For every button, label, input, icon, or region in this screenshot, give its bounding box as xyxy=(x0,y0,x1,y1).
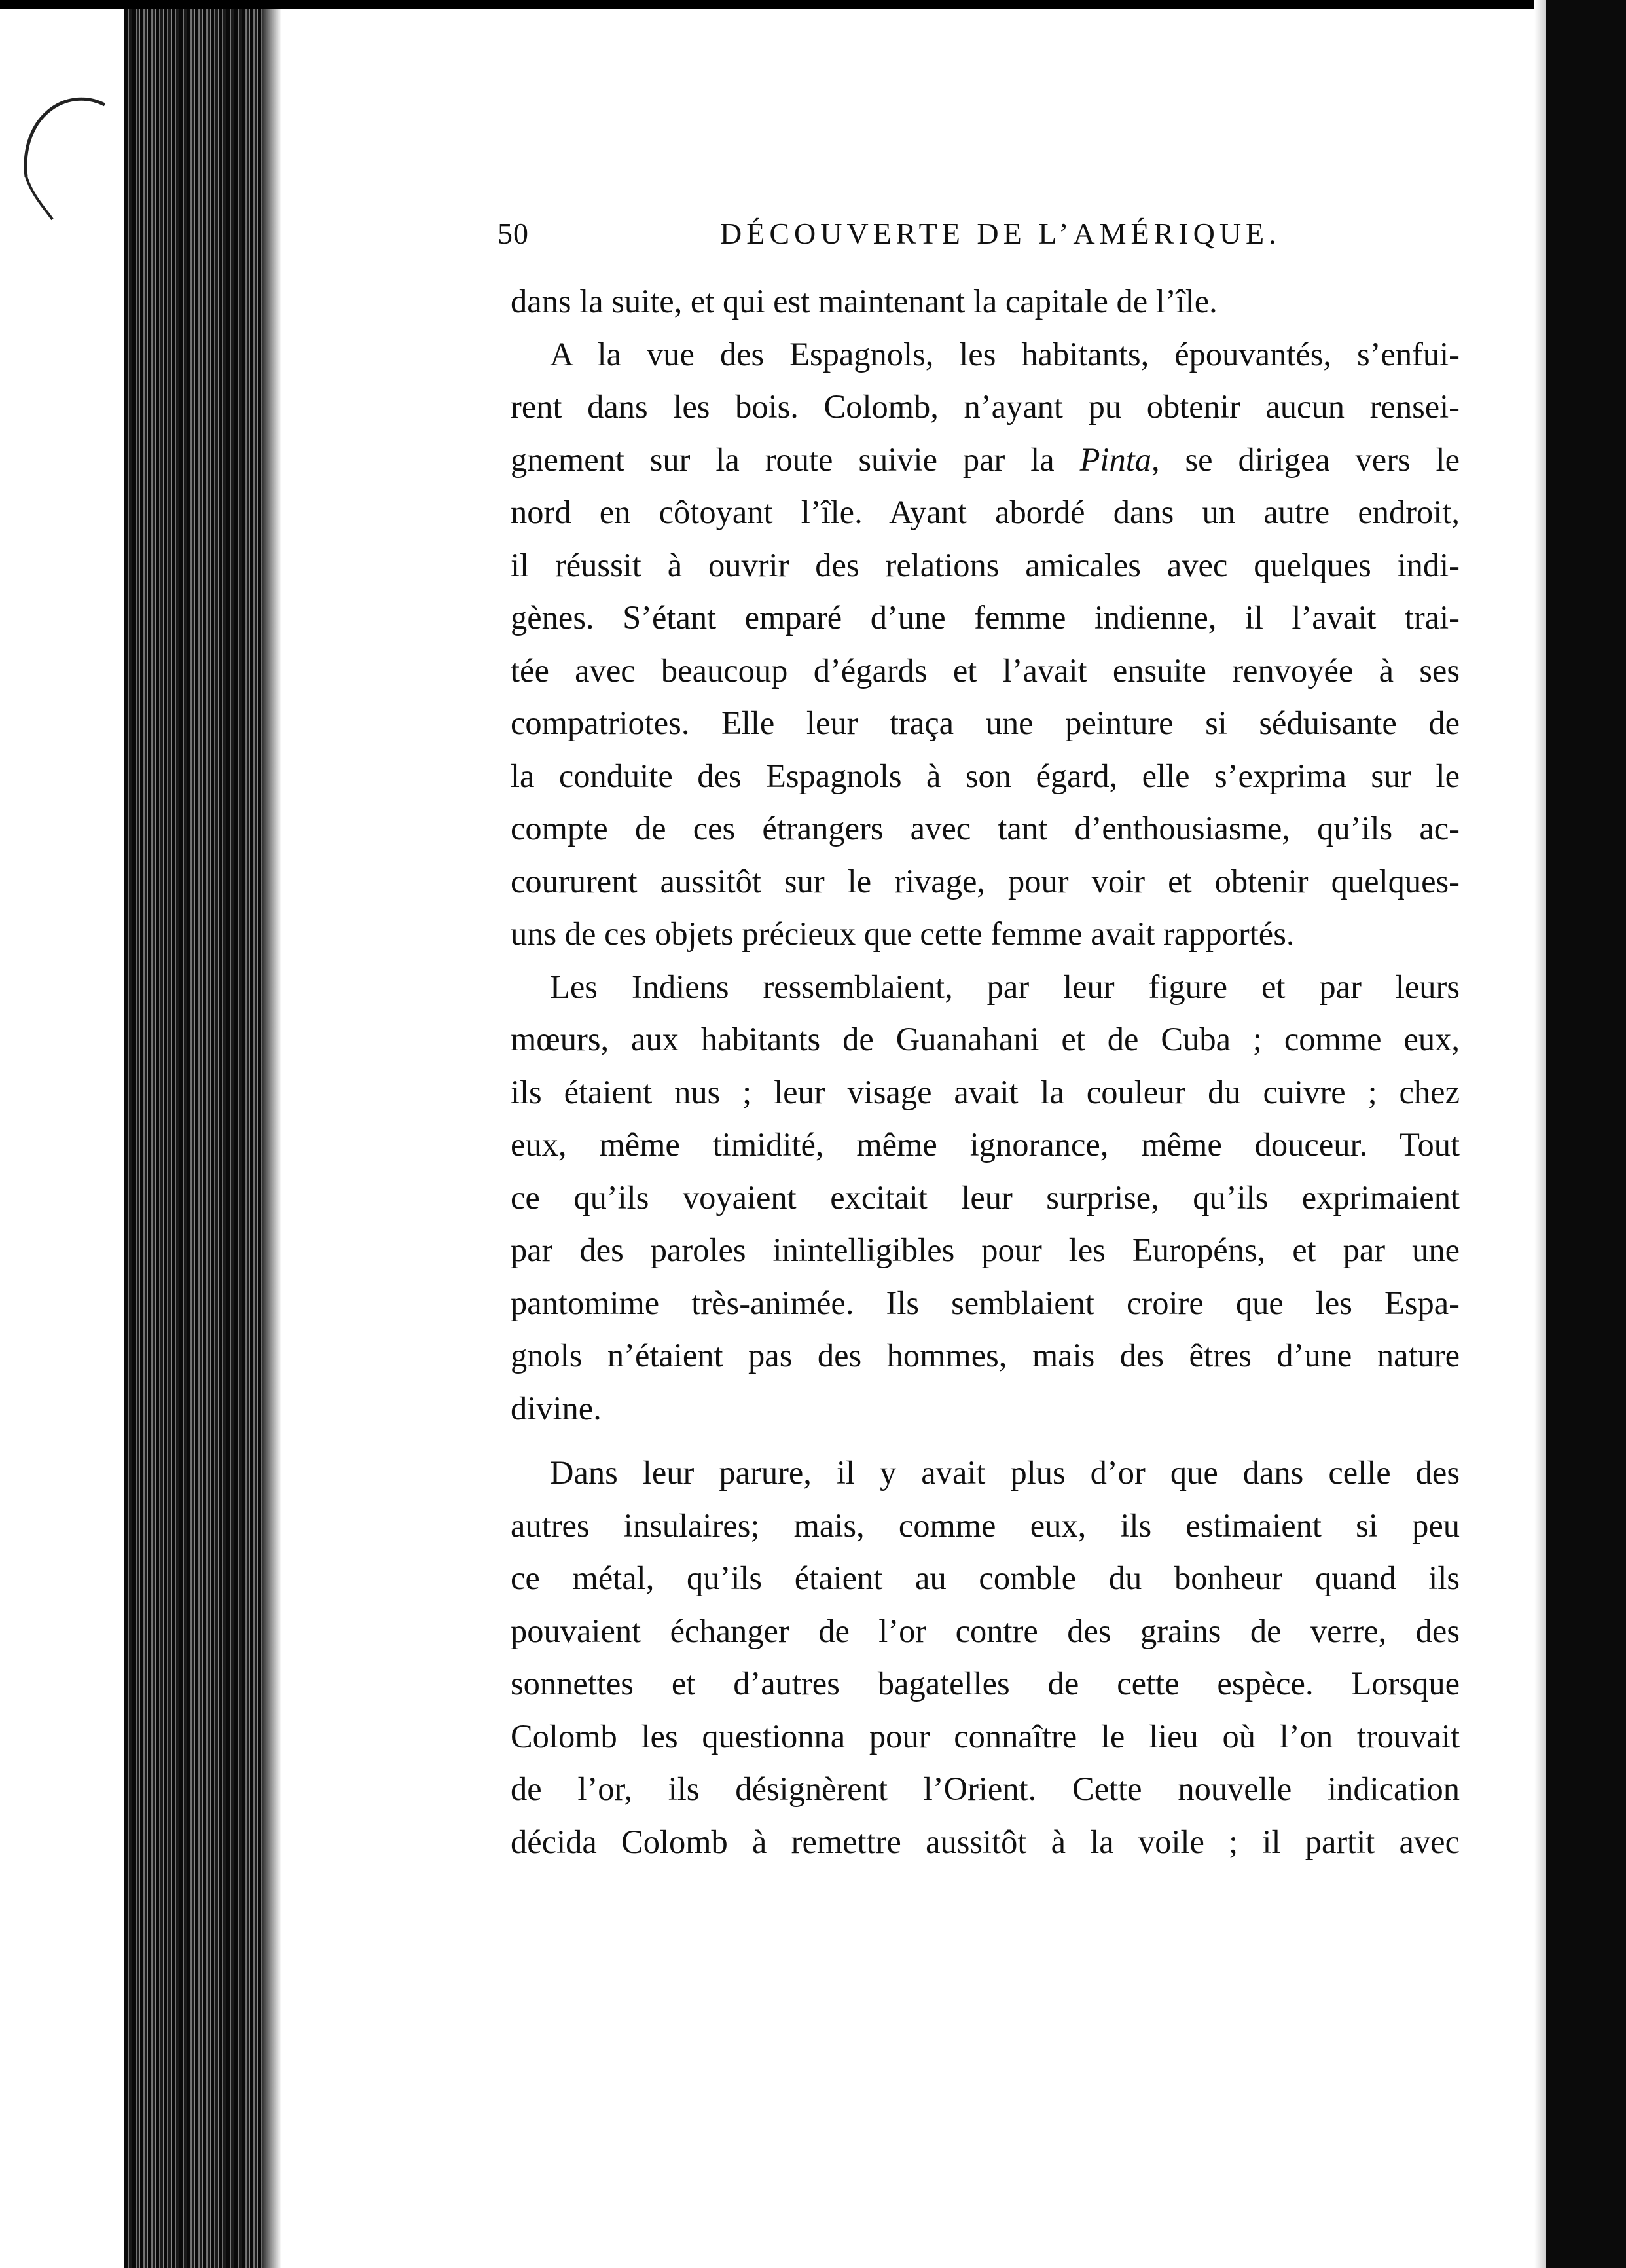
book-spine-page-edges xyxy=(124,0,262,2268)
text-line: gnols n’étaient pas des hommes, mais des êtres d’une nature xyxy=(511,1337,1460,1374)
paragraph-3 xyxy=(511,960,1460,1435)
text-line: ce métal, qu’ils étaient au comble du bonheur quand ils xyxy=(511,1560,1460,1596)
text-line: sonnettes et d’autres bagatelles de cette espèce. Lorsque xyxy=(511,1665,1460,1702)
text-line: divine. xyxy=(511,1389,602,1427)
text-line: il réussit à ouvrir des relations amicales avec quelques indi- xyxy=(511,546,1460,583)
text-line: tée avec beaucoup d’égards et l’avait ensuite renvoyée à ses xyxy=(511,651,1460,689)
paragraph-1 xyxy=(511,275,1460,328)
text-line: Colomb les questionna pour connaître le lieu où l’on trouvait xyxy=(511,1717,1460,1755)
text-line: rent dans les bois. Colomb, n’ayant pu obtenir aucun rensei- xyxy=(511,388,1460,425)
text-line: eux, même timidité, même ignorance, même douceur. Tout xyxy=(511,1126,1460,1163)
text-line: ils étaient nus ; leur visage avait la couleur du cuivre ; chez xyxy=(511,1073,1460,1110)
page-header xyxy=(497,216,1283,255)
text-fragment: , se dirigea vers le xyxy=(1151,441,1460,478)
page-text xyxy=(511,275,1460,1868)
text-line: coururent aussitôt sur le rivage, pour voir et obtenir quelques- xyxy=(511,862,1460,900)
text-line: par des paroles inintelligibles pour les Européns, et par une xyxy=(511,1232,1460,1268)
paragraph-2 xyxy=(511,328,1460,960)
page-number: 50 xyxy=(497,217,529,250)
text-fragment: gnement sur la route suivie par la xyxy=(511,441,1080,478)
text-line: ce qu’ils voyaient excitait leur surprise, qu’ils exprimaient xyxy=(511,1179,1460,1216)
paragraph-4 xyxy=(511,1446,1460,1868)
text-line: la conduite des Espagnols à son égard, elle s’exprima sur le xyxy=(511,757,1460,794)
text-line: gènes. S’étant emparé d’une femme indienne, il l’avait trai- xyxy=(511,599,1460,636)
text-line: de l’or, ils désignèrent l’Orient. Cette nouvelle indication xyxy=(511,1770,1460,1807)
text-line: nord en côtoyant l’île. Ayant abordé dans un autre endroit, xyxy=(511,494,1460,530)
text-line: décida Colomb à remettre aussitôt à la voile ; il partit avec xyxy=(511,1823,1460,1860)
italic-ship-name: Pinta xyxy=(1079,441,1151,478)
text-line: mœurs, aux habitants de Guanahani et de Cuba ; comme eux, xyxy=(511,1021,1460,1057)
scan-right-border xyxy=(1546,0,1626,2268)
text-line: Dans leur parure, il y avait plus d’or que dans celle des xyxy=(550,1454,1460,1491)
margin-pencil-mark xyxy=(7,79,124,223)
text-line: Les Indiens ressemblaient, par leur figure et par leurs xyxy=(550,968,1460,1005)
text-line: uns de ces objets précieux que cette femme avait rapportés. xyxy=(511,915,1295,952)
gutter-shadow xyxy=(262,0,281,2268)
page-right-edge xyxy=(1534,0,1546,2268)
text-line: A la vue des Espagnols, les habitants, épouvantés, s’enfui- xyxy=(550,335,1460,373)
text-line: pantomime très-animée. Ils semblaient croire que les Espa- xyxy=(511,1284,1460,1321)
paragraph-gap xyxy=(511,1435,1460,1446)
text-line: autres insulaires; mais, comme eux, ils estimaient si peu xyxy=(511,1507,1460,1544)
text-line: compte de ces étrangers avec tant d’enthousiasme, qu’ils ac- xyxy=(511,810,1460,847)
text-line: dans la suite, et qui est maintenant la capitale de l’île. xyxy=(511,283,1218,320)
scan-left-margin xyxy=(0,0,131,2268)
text-line-with-italic xyxy=(511,433,1460,486)
scan-top-border xyxy=(0,0,1626,9)
running-head: DÉCOUVERTE DE L’AMÉRIQUE. xyxy=(720,217,1281,250)
text-line: compatriotes. Elle leur traça une peinture si séduisante de xyxy=(511,704,1460,741)
text-line: pouvaient échanger de l’or contre des grains de verre, des xyxy=(511,1612,1460,1649)
